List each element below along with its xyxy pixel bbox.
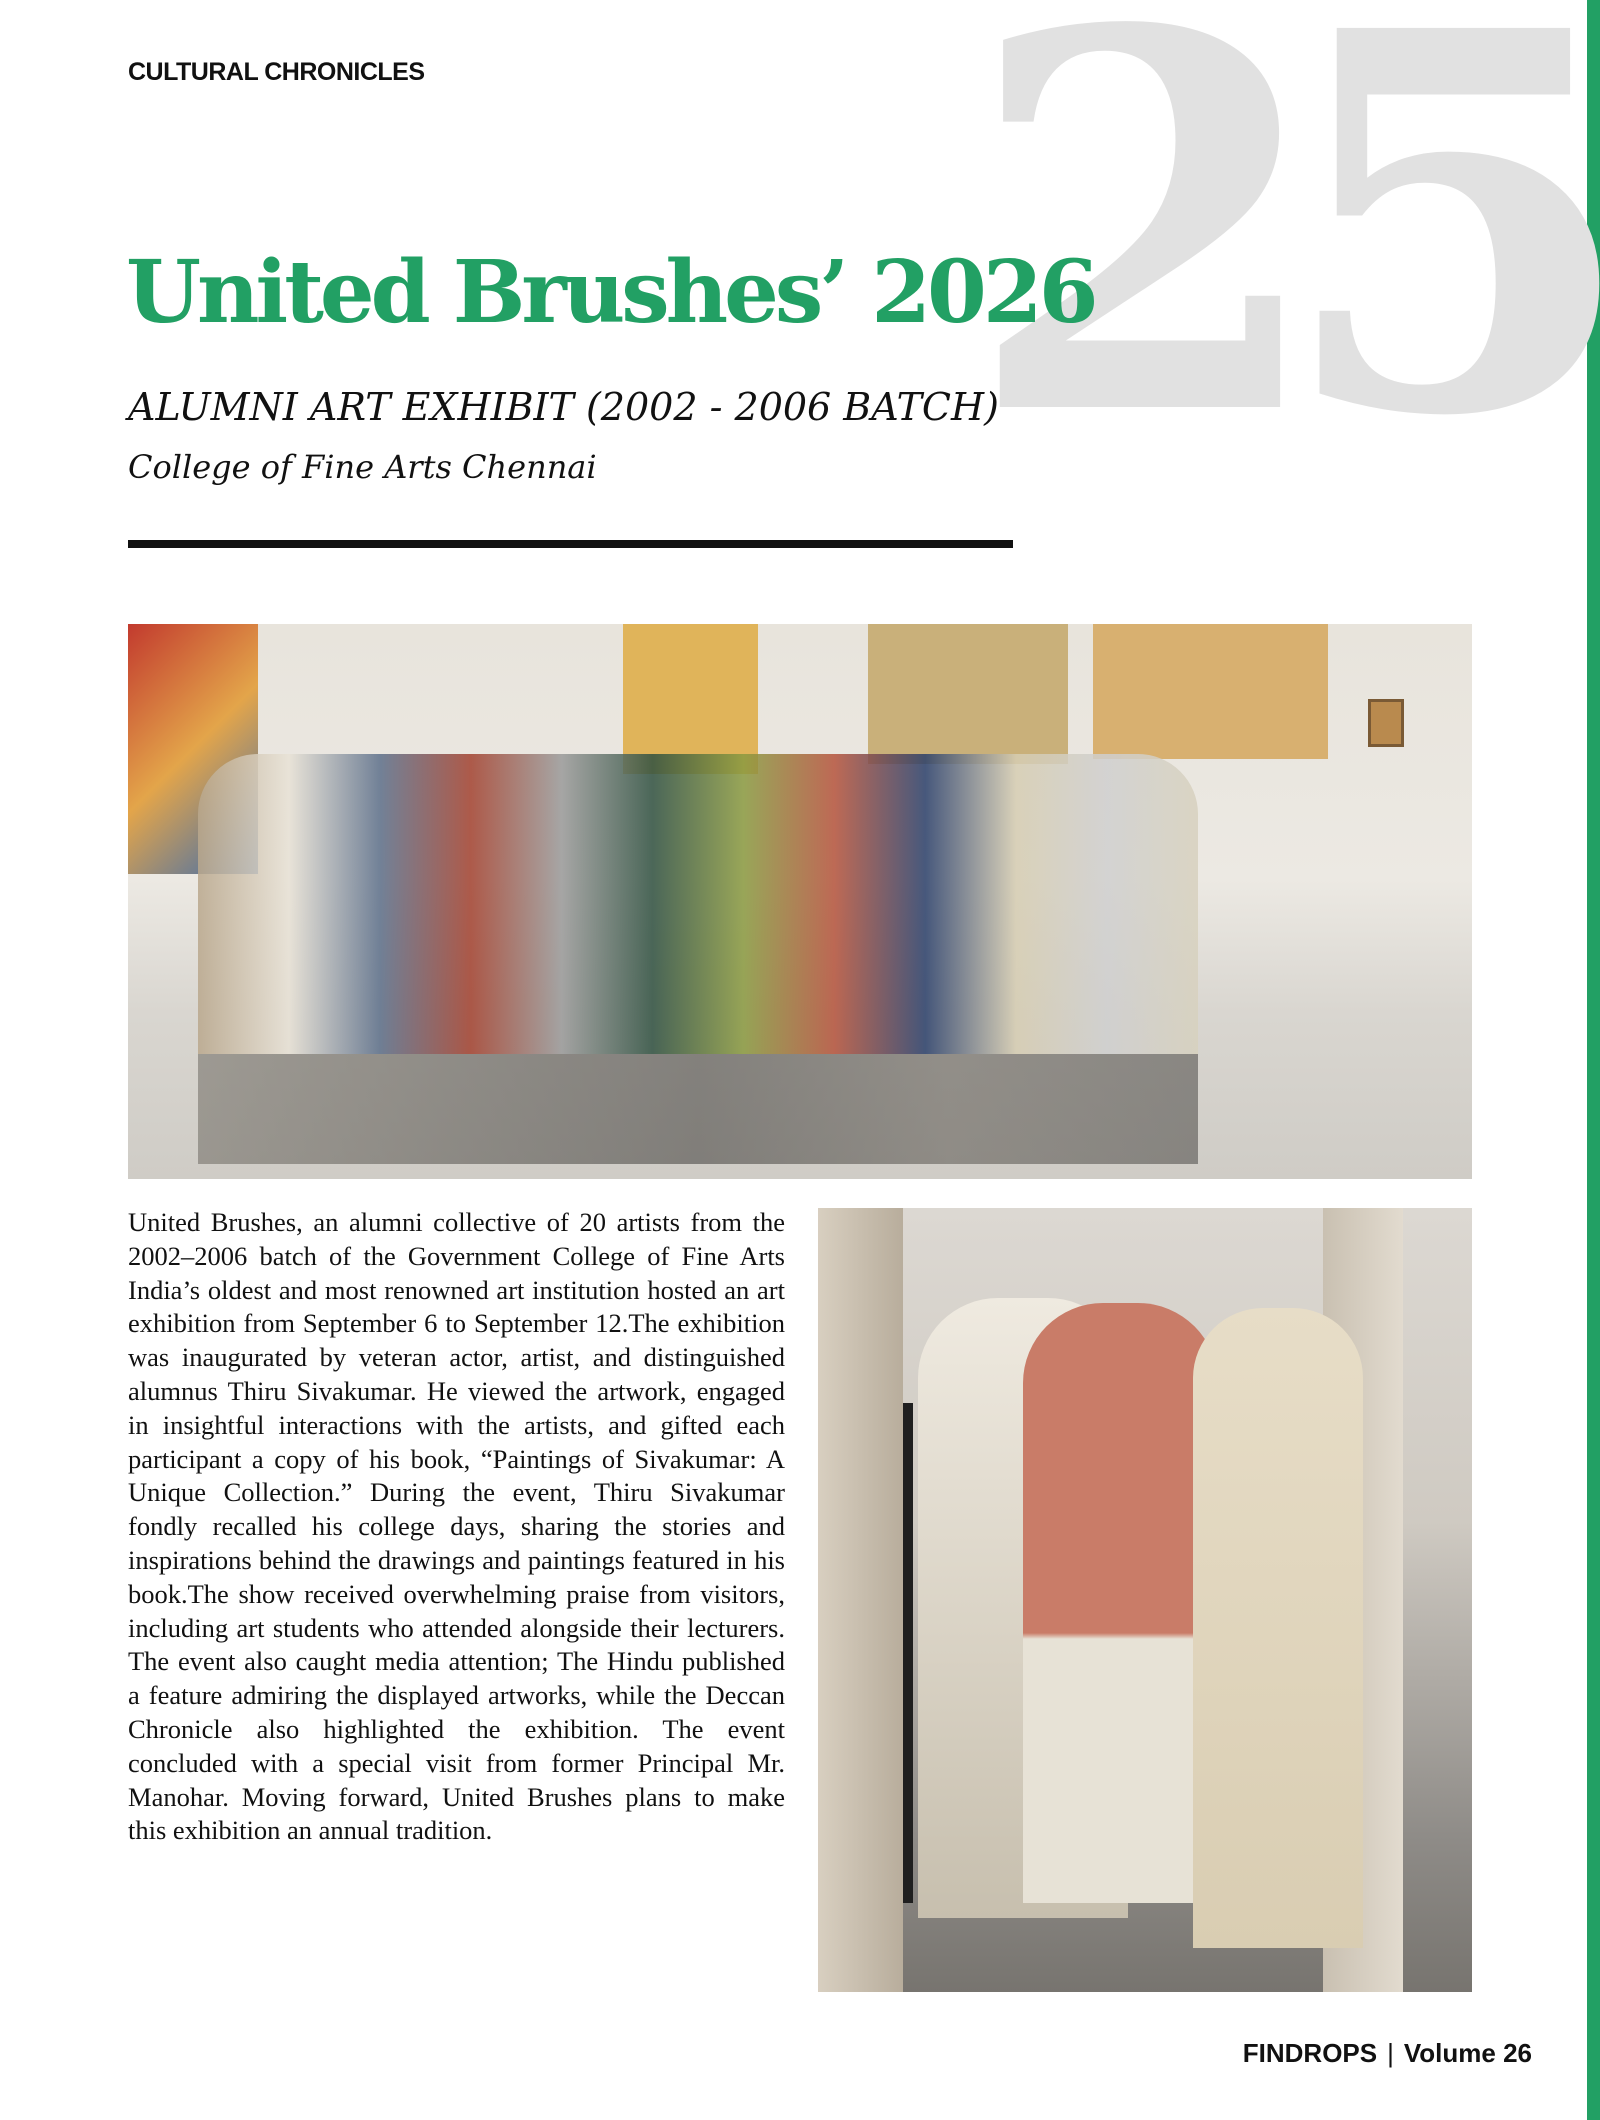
section-label: CULTURAL CHRONICLES (128, 58, 425, 86)
door-frame-left (818, 1208, 903, 1992)
page-footer (1243, 2038, 1532, 2069)
article-venue: College of Fine Arts Chennai (128, 448, 597, 486)
article-title: United Brushes’ 2026 (126, 242, 1095, 343)
group-photo (128, 624, 1472, 1179)
people-group (198, 754, 1198, 1054)
artwork-panel (623, 624, 758, 774)
article-subtitle: ALUMNI ART EXHIBIT (2002 - 2006 BATCH) (128, 385, 999, 429)
article-body: United Brushes, an alumni collective of 20 artists from the 2002–2006 batch of the Government College of Fine Arts India’s oldest and most renowned art institution hosted an art exhibition from September 6 to September 12.The exhibition was inaugurated by veteran actor, artist, and distinguished alumnus Thiru Sivakumar. He viewed the artwork, engaged in insightful interactions with the artists, and gifted each participant a copy of his book, “Paintings of Sivakumar: A Unique Collection.” During the event, Thiru Sivakumar fondly recalled his college days, sharing the stories and inspirations behind the drawings and paintings featured in his book.The show received overwhelming praise from visitors, including art students who attended alongside their lecturers. The event also caught media attention; The Hindu published a feature admiring the displayed artworks, while the Deccan Chronicle also highlighted the exhibition. The event concluded with a special visit from former Principal Mr. Manohar. Moving forward, United Brushes plans to make this exhibition an annual tradition. (128, 1207, 785, 1846)
footer-separator: | (1387, 2038, 1394, 2068)
magazine-name: FINDROPS (1242, 2038, 1378, 2068)
camera-pole (903, 1403, 913, 1903)
title-divider (128, 540, 1013, 548)
people-legs (198, 1054, 1198, 1164)
page-number-watermark: 25 (965, 0, 1589, 530)
artwork-panel (1093, 624, 1328, 759)
person-host (1193, 1308, 1363, 1948)
volume-label: Volume 26 (1403, 2038, 1532, 2068)
inauguration-photo (818, 1208, 1472, 1992)
artwork-frame (1368, 699, 1404, 747)
person-guest (1023, 1303, 1218, 1903)
artwork-panel (868, 624, 1068, 764)
